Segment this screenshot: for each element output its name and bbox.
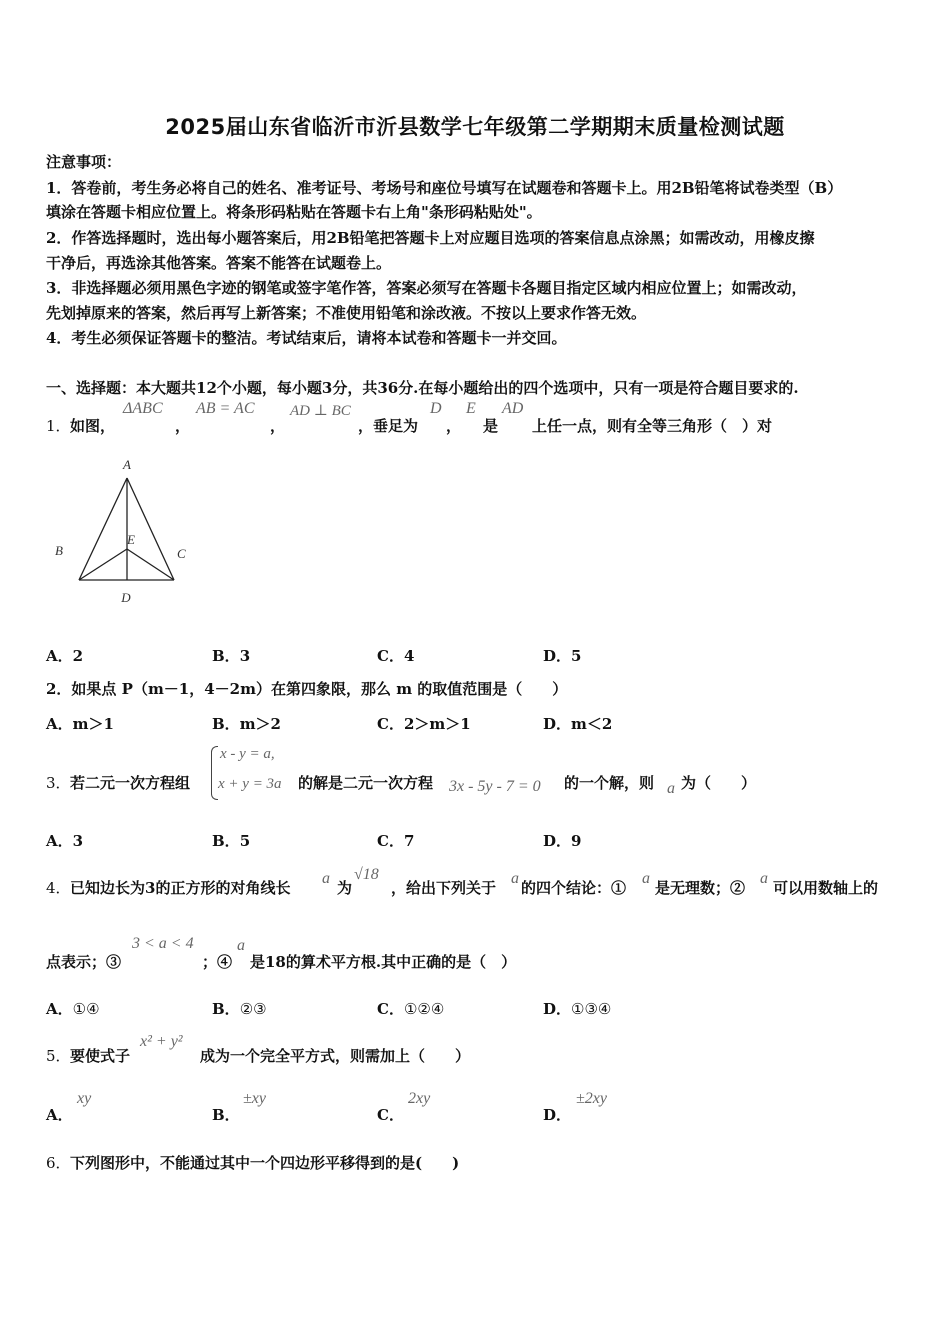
math-inequality: 3 < a < 4: [132, 935, 194, 952]
question-text: 是: [483, 417, 499, 435]
math-a: a: [667, 780, 675, 797]
option-a[interactable]: A．2: [46, 647, 84, 665]
option-d[interactable]: D．9: [543, 832, 582, 850]
notice-line: 3．非选择题必须用黑色字迹的钢笔或签字笔作答，答案必须写在答题卡各题目指定区域内相应位置上；如需改动，: [46, 279, 807, 297]
question-text: ；④: [202, 953, 233, 971]
question-text: 下列图形中，不能通过其中一个四边形平移得到的是( ): [70, 1154, 460, 1172]
question-text: 已知边长为3的正方形的对角线长: [70, 879, 291, 897]
math-equation: 3x - 5y - 7 = 0: [449, 778, 541, 795]
question-number: 5．: [46, 1047, 71, 1065]
math-a: a: [322, 870, 330, 887]
question-number: 3．: [46, 774, 71, 792]
label-b: B: [55, 543, 63, 558]
math-a: a: [511, 870, 519, 887]
question-number: 6．: [46, 1154, 71, 1172]
option-a[interactable]: A．3: [46, 832, 84, 850]
question-text: 的一个解，则: [564, 774, 655, 792]
label-c: C: [177, 546, 186, 561]
math-triangle-abc: ΔABC: [123, 400, 163, 417]
math-ad: AD: [502, 400, 524, 417]
option-a[interactable]: A．①④: [46, 1000, 100, 1018]
question-text: 要使式子: [70, 1047, 131, 1065]
option-d[interactable]: D．m＜2: [543, 715, 613, 733]
notice-line: 4．考生必须保证答题卡的整洁。考试结束后，请将本试卷和答题卡一并交回。: [46, 329, 567, 347]
question-text: 可以用数轴上的: [773, 879, 879, 897]
option-b[interactable]: B．5: [212, 832, 251, 850]
question-text: 的解是二元一次方程: [298, 774, 434, 792]
math-ad-perp-bc: AD ⊥ BC: [290, 403, 351, 419]
question-text: ，给出下列关于: [391, 879, 497, 897]
question-text: 是18的算术平方根.其中正确的是（ ）: [250, 953, 517, 971]
math-ab-eq-ac: AB = AC: [196, 400, 255, 417]
section-heading: 一、选择题：本大题共12个小题，每小题3分，共36分.在每小题给出的四个选项中，只有一项是符合题目要求的.: [46, 379, 799, 397]
math-a: a: [760, 870, 768, 887]
option-c[interactable]: C．2＞m＞1: [377, 715, 471, 733]
math-e: E: [466, 400, 476, 417]
question-number: 1．: [46, 417, 71, 435]
math-d: D: [430, 400, 442, 417]
equation-1: x - y = a,: [220, 746, 275, 762]
option-c[interactable]: C．4: [377, 647, 415, 665]
equation-brace: [211, 746, 218, 800]
question-text: 上任一点，则有全等三角形（ ）对: [532, 417, 773, 435]
question-2: 2．如果点 P（m－1，4－2m）在第四象限，那么 m 的取值范围是（ ）: [46, 680, 568, 698]
label-a: A: [123, 457, 131, 472]
separator: ，: [446, 417, 462, 435]
question-text: 为（ ）: [681, 774, 757, 792]
option-c[interactable]: C．7: [377, 832, 415, 850]
question-text: 点表示；③: [46, 953, 122, 971]
question-text: 若二元一次方程组: [70, 774, 191, 792]
label-e: E: [127, 532, 135, 547]
question-text: 为: [337, 879, 353, 897]
math-sqrt-18: √18: [354, 866, 379, 883]
question-text: 是无理数；②: [655, 879, 746, 897]
notice-line: 干净后，再选涂其他答案。答案不能答在试题卷上。: [46, 254, 392, 272]
triangle-figure: [50, 452, 200, 612]
option-b[interactable]: B．②③: [212, 1000, 267, 1018]
separator: ，: [270, 417, 286, 435]
question-text: 的四个结论：①: [521, 879, 627, 897]
option-a[interactable]: A．m＞1: [46, 715, 114, 733]
math-a: a: [237, 937, 245, 954]
question-text: 成为一个完全平方式，则需加上（ ）: [200, 1047, 471, 1065]
question-number: 4．: [46, 879, 71, 897]
question-text: 如图，: [70, 417, 116, 435]
option-b[interactable]: B．3: [212, 647, 251, 665]
label-d: D: [121, 590, 131, 605]
page-title: 2025届山东省临沂市沂县数学七年级第二学期期末质量检测试题: [165, 115, 785, 139]
option-b[interactable]: B．m＞2: [212, 715, 281, 733]
separator: ，: [175, 417, 191, 435]
option-d[interactable]: D．①③④: [543, 1000, 612, 1018]
math-expression: x² + y²: [140, 1033, 183, 1050]
option-d[interactable]: D．5: [543, 647, 582, 665]
option-c[interactable]: C．①②④: [377, 1000, 445, 1018]
notice-heading: 注意事项：: [46, 153, 122, 171]
notice-line: 2．作答选择题时，选出每小题答案后，用2B铅笔把答题卡上对应题目选项的答案信息点涂黑；如需改动，用橡皮擦: [46, 229, 815, 247]
notice-line: 填涂在答题卡相应位置上。将条形码粘贴在答题卡右上角"条形码粘贴处"。: [46, 203, 542, 221]
equation-2: x + y = 3a: [218, 776, 282, 792]
math-a: a: [642, 870, 650, 887]
notice-line: 先划掉原来的答案，然后再写上新答案；不准使用铅笔和涂改液。不按以上要求作答无效。: [46, 304, 647, 322]
question-text: ，垂足为: [358, 417, 419, 435]
notice-line: 1．答卷前，考生务必将自己的姓名、准考证号、考场号和座位号填写在试题卷和答题卡上。用2B铅笔将试卷类型（B）: [46, 179, 843, 197]
